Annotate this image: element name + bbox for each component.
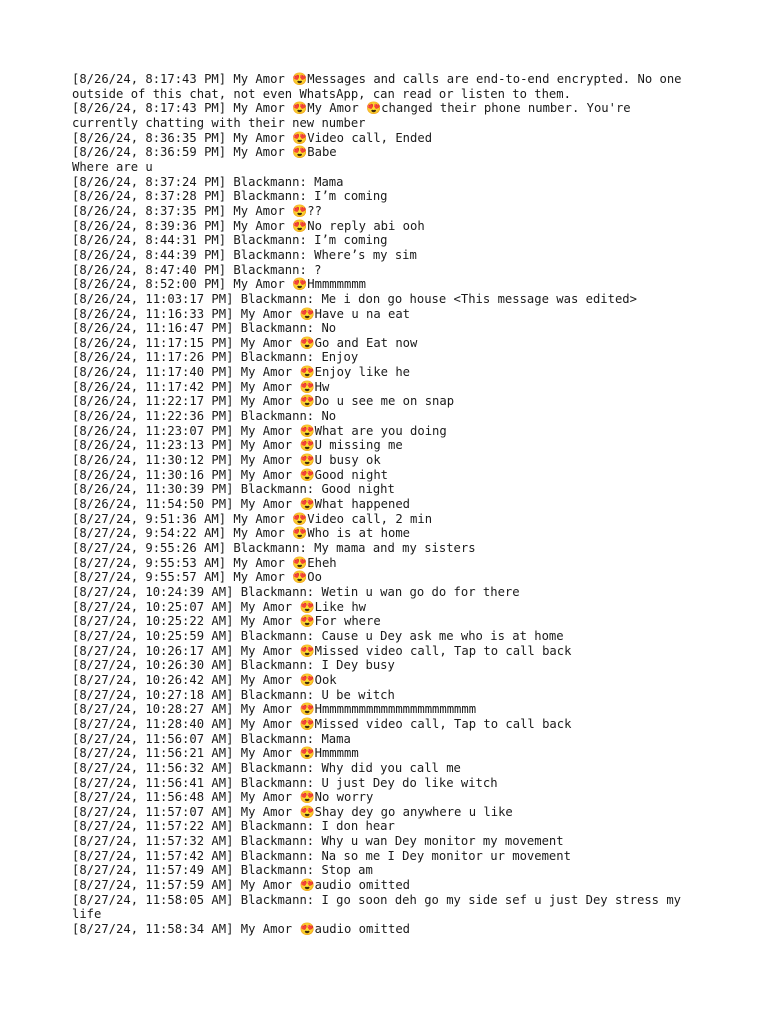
chat-line: [8/26/24, 8:39:36 PM] My Amor 😍No reply abi ooh	[72, 218, 425, 233]
chat-line: [8/26/24, 11:54:50 PM] My Amor 😍What happened	[72, 497, 411, 512]
chat-line: [8/27/24, 11:56:21 AM] My Amor 😍Hmmmmm	[72, 746, 359, 761]
chat-line: [8/26/24, 11:22:36 PM] Blackmann: No	[72, 409, 337, 424]
chat-line: [8/26/24, 8:47:40 PM] Blackmann: ?	[72, 262, 322, 277]
chat-line: [8/26/24, 11:23:07 PM] My Amor 😍What are you doing	[72, 423, 447, 438]
chat-line: [8/27/24, 9:54:22 AM] My Amor 😍Who is at home	[72, 526, 411, 541]
chat-line: [8/27/24, 10:28:27 AM] My Amor 😍Hmmmmmmmmmmmmmmmmmmmmm	[72, 702, 477, 717]
chat-line: [8/26/24, 11:22:17 PM] My Amor 😍Do u see me on snap	[72, 394, 455, 409]
chat-line: [8/26/24, 11:16:47 PM] Blackmann: No	[72, 321, 337, 336]
chat-line: [8/26/24, 8:44:31 PM] Blackmann: I’m coming	[72, 233, 388, 248]
chat-line: [8/27/24, 11:57:22 AM] Blackmann: I don hear	[72, 819, 395, 834]
chat-line: [8/27/24, 10:26:17 AM] My Amor 😍Missed video call, Tap to call back	[72, 643, 572, 658]
chat-line: [8/27/24, 11:57:49 AM] Blackmann: Stop am	[72, 863, 373, 878]
chat-line: [8/26/24, 11:17:40 PM] My Amor 😍Enjoy like he	[72, 365, 411, 380]
chat-line: [8/27/24, 11:57:07 AM] My Amor 😍Shay dey go anywhere u like	[72, 804, 513, 819]
chat-line: [8/27/24, 10:26:30 AM] Blackmann: I Dey busy	[72, 658, 395, 673]
chat-line: [8/26/24, 11:17:42 PM] My Amor 😍Hw	[72, 379, 330, 394]
chat-line: [8/27/24, 11:57:42 AM] Blackmann: Na so me I Dey monitor ur movement	[72, 848, 571, 863]
chat-line: [8/26/24, 8:37:24 PM] Blackmann: Mama	[72, 174, 344, 189]
chat-line: [8/26/24, 8:36:35 PM] My Amor 😍Video call, Ended	[72, 130, 433, 145]
chat-line: [8/27/24, 11:28:40 AM] My Amor 😍Missed video call, Tap to call back	[72, 716, 572, 731]
chat-line: [8/27/24, 10:25:59 AM] Blackmann: Cause u Dey ask me who is at home	[72, 628, 564, 643]
chat-line: [8/26/24, 11:23:13 PM] My Amor 😍U missing me	[72, 438, 403, 453]
chat-line: [8/26/24, 8:17:43 PM] My Amor 😍Messages and calls are end-to-end encrypted. No one outside of this chat, not even WhatsApp, can read or listen to them.	[72, 72, 689, 101]
chat-line: [8/27/24, 11:57:59 AM] My Amor 😍audio omitted	[72, 878, 411, 893]
chat-line: [8/27/24, 10:26:42 AM] My Amor 😍Ook	[72, 672, 337, 687]
chat-line: [8/27/24, 9:55:57 AM] My Amor 😍Oo	[72, 570, 322, 585]
chat-line: [8/27/24, 11:58:05 AM] Blackmann: I go soon deh go my side sef u just Dey stress my life	[72, 892, 689, 922]
chat-line: [8/26/24, 8:37:28 PM] Blackmann: I’m coming	[72, 189, 388, 204]
chat-line: [8/27/24, 10:24:39 AM] Blackmann: Wetin u wan go do for there	[72, 584, 520, 599]
chat-line: [8/27/24, 11:58:34 AM] My Amor 😍audio omitted	[72, 922, 411, 937]
chat-line: [8/26/24, 8:17:43 PM] My Amor 😍My Amor 😍changed their phone number. You're currently chatting with their new number	[72, 101, 638, 130]
chat-line: [8/27/24, 10:25:07 AM] My Amor 😍Like hw	[72, 599, 366, 614]
chat-line: [8/26/24, 11:30:16 PM] My Amor 😍Good night	[72, 467, 389, 482]
chat-line: [8/26/24, 11:30:39 PM] Blackmann: Good night	[72, 482, 395, 497]
chat-line: [8/26/24, 8:52:00 PM] My Amor 😍Hmmmmmmm	[72, 277, 366, 292]
chat-line: [8/27/24, 11:56:41 AM] Blackmann: U just Dey do like witch	[72, 775, 498, 790]
chat-line: [8/26/24, 11:16:33 PM] My Amor 😍Have u na eat	[72, 306, 411, 321]
chat-transcript	[72, 72, 696, 937]
chat-line: [8/27/24, 11:56:48 AM] My Amor 😍No worry	[72, 790, 374, 805]
chat-line: [8/27/24, 11:57:32 AM] Blackmann: Why u wan Dey monitor my movement	[72, 834, 564, 849]
chat-line: [8/27/24, 9:51:36 AM] My Amor 😍Video call, 2 min	[72, 511, 433, 526]
chat-line: [8/27/24, 10:25:22 AM] My Amor 😍For where	[72, 614, 381, 629]
chat-line: [8/26/24, 11:03:17 PM] Blackmann: Me i don go house <This message was edited>	[72, 291, 637, 306]
chat-line: [8/27/24, 10:27:18 AM] Blackmann: U be witch	[72, 687, 395, 702]
chat-line: [8/26/24, 11:17:26 PM] Blackmann: Enjoy	[72, 350, 359, 365]
chat-line: [8/27/24, 11:56:32 AM] Blackmann: Why did you call me	[72, 760, 461, 775]
chat-line: [8/26/24, 11:30:12 PM] My Amor 😍U busy ok	[72, 453, 381, 468]
chat-line: [8/26/24, 8:37:35 PM] My Amor 😍??	[72, 203, 322, 218]
chat-line: [8/27/24, 11:56:07 AM] Blackmann: Mama	[72, 731, 351, 746]
chat-line: [8/27/24, 9:55:53 AM] My Amor 😍Eheh	[72, 555, 337, 570]
chat-line: [8/26/24, 11:17:15 PM] My Amor 😍Go and Eat now	[72, 335, 418, 350]
chat-line: [8/27/24, 9:55:26 AM] Blackmann: My mama and my sisters	[72, 541, 476, 555]
chat-line: [8/26/24, 8:44:39 PM] Blackmann: Where’s my sim	[72, 247, 417, 262]
chat-line: [8/26/24, 8:36:59 PM] My Amor 😍Babe Where are u	[72, 145, 337, 174]
